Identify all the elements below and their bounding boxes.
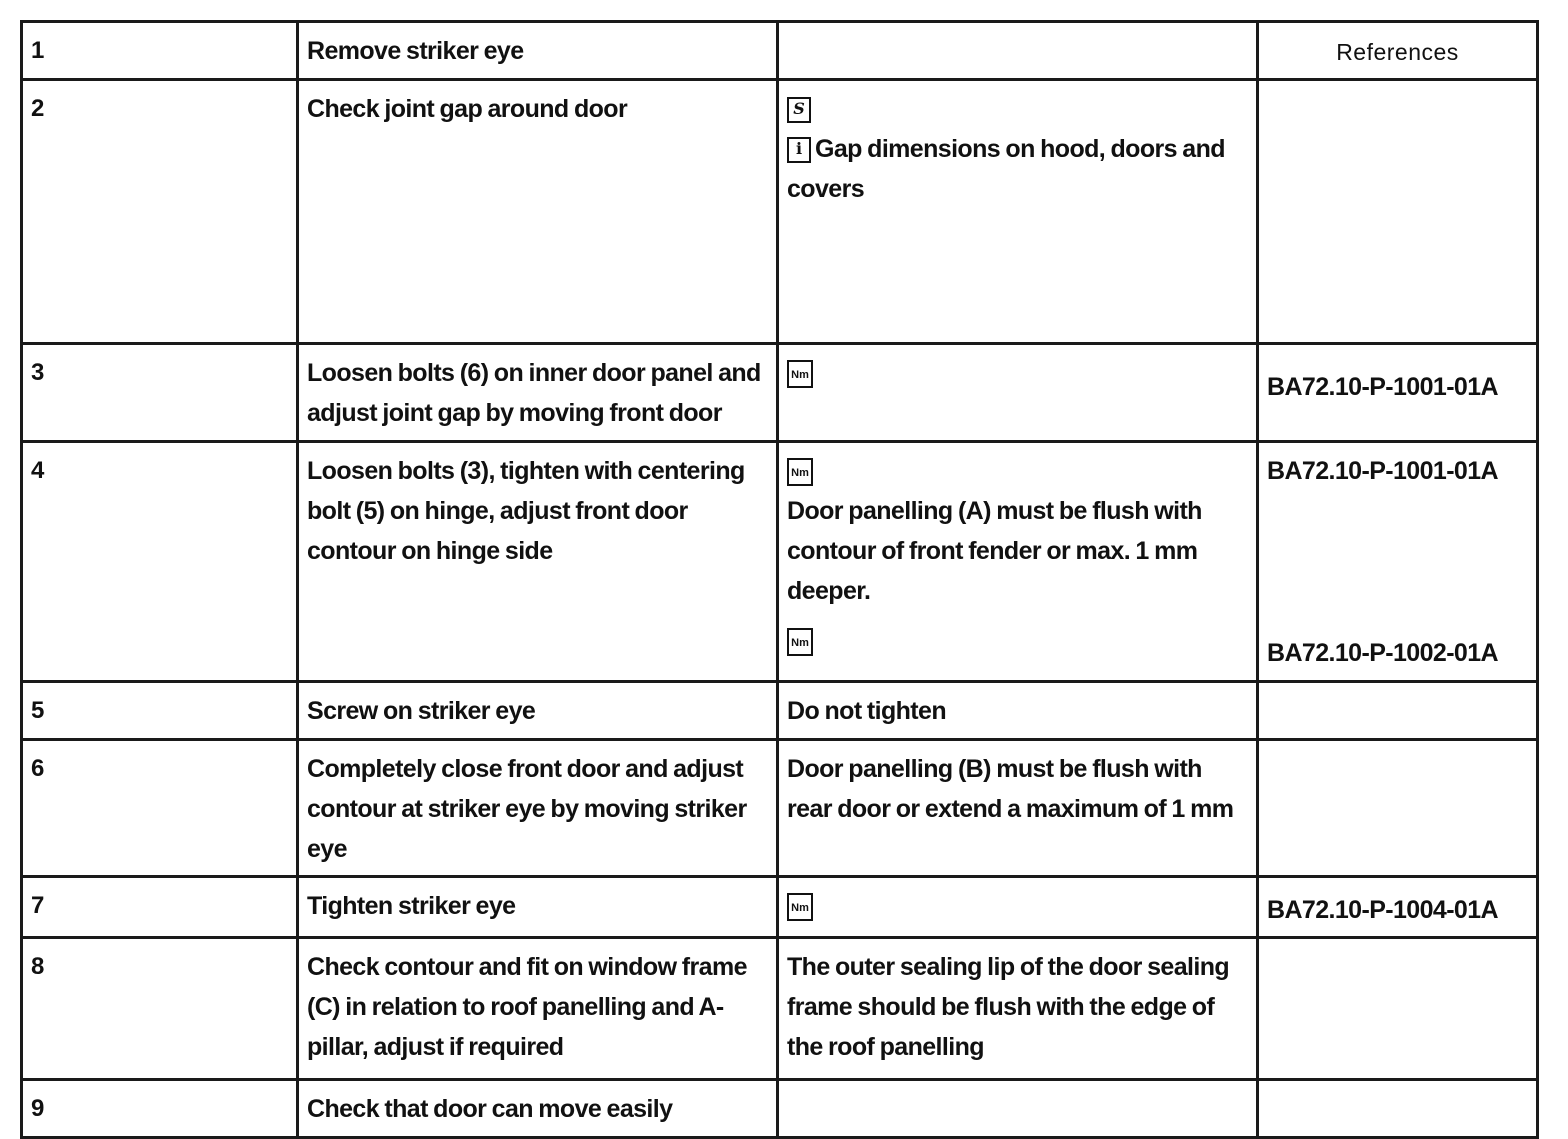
step-instruction: Loosen bolts (3), tighten with centering bolt (5) on hinge, adjust front door contour on hinge side — [298, 442, 778, 682]
step-note — [778, 442, 1258, 682]
step-note — [778, 80, 1258, 344]
step-reference — [1258, 740, 1538, 877]
step-instruction: Remove striker eye — [298, 22, 778, 80]
step-number: 9 — [22, 1080, 298, 1138]
step-instruction: Tighten striker eye — [298, 877, 778, 938]
torque-icon: Nm — [787, 893, 813, 921]
step-number: 2 — [22, 80, 298, 344]
step-number: 4 — [22, 442, 298, 682]
table-row — [22, 442, 1538, 682]
step-note: Door panelling (B) must be flush with rear door or extend a maximum of 1 mm — [778, 740, 1258, 877]
step-number: 6 — [22, 740, 298, 877]
step-reference — [1258, 1080, 1538, 1138]
step-instruction: Completely close front door and adjust contour at striker eye by moving striker eye — [298, 740, 778, 877]
step-reference — [1258, 938, 1538, 1080]
table-row — [22, 682, 1538, 740]
step-reference — [1258, 80, 1538, 344]
torque-icon: Nm — [787, 628, 813, 656]
step-instruction: Check joint gap around door — [298, 80, 778, 344]
note-text: Door panelling (A) must be flush with contour of front fender or max. 1 mm deeper. — [787, 497, 1202, 605]
torque-icon: Nm — [787, 360, 813, 388]
references-header: References — [1258, 22, 1538, 80]
procedure-table — [20, 20, 1539, 1139]
step-number: 8 — [22, 938, 298, 1080]
step-reference — [1258, 682, 1538, 740]
step-note — [778, 344, 1258, 442]
step-instruction: Screw on striker eye — [298, 682, 778, 740]
table-row — [22, 740, 1538, 877]
table-row — [22, 877, 1538, 938]
step-reference — [1258, 442, 1538, 682]
step-reference — [1258, 344, 1538, 442]
table-row — [22, 22, 1538, 80]
note-text: Gap dimensions on hood, doors and covers — [787, 135, 1225, 203]
torque-icon: Nm — [787, 458, 813, 486]
step-number: 5 — [22, 682, 298, 740]
table-row — [22, 1080, 1538, 1138]
step-note — [778, 877, 1258, 938]
information-icon: i — [787, 137, 811, 163]
step-number: 7 — [22, 877, 298, 938]
step-note: Do not tighten — [778, 682, 1258, 740]
reference-link[interactable]: BA72.10-P-1001-01A — [1267, 373, 1498, 401]
table-row — [22, 344, 1538, 442]
step-instruction: Loosen bolts (6) on inner door panel and adjust joint gap by moving front door — [298, 344, 778, 442]
reference-link[interactable]: BA72.10-P-1001-01A — [1267, 457, 1498, 485]
step-note — [778, 1080, 1258, 1138]
procedure-sheet — [20, 20, 1536, 1139]
step-note: The outer sealing lip of the door sealing frame should be flush with the edge of the roof panelling — [778, 938, 1258, 1080]
step-instruction: Check contour and fit on window frame (C) in relation to roof panelling and A-pillar, adjust if required — [298, 938, 778, 1080]
step-instruction: Check that door can move easily — [298, 1080, 778, 1138]
step-number: 3 — [22, 344, 298, 442]
step-reference — [1258, 877, 1538, 938]
reference-link[interactable]: BA72.10-P-1002-01A — [1267, 639, 1498, 667]
step-note — [778, 22, 1258, 80]
special-tool-icon: S — [787, 97, 811, 123]
reference-link[interactable]: BA72.10-P-1004-01A — [1267, 896, 1498, 924]
step-number: 1 — [22, 22, 298, 80]
table-row — [22, 80, 1538, 344]
table-row — [22, 938, 1538, 1080]
